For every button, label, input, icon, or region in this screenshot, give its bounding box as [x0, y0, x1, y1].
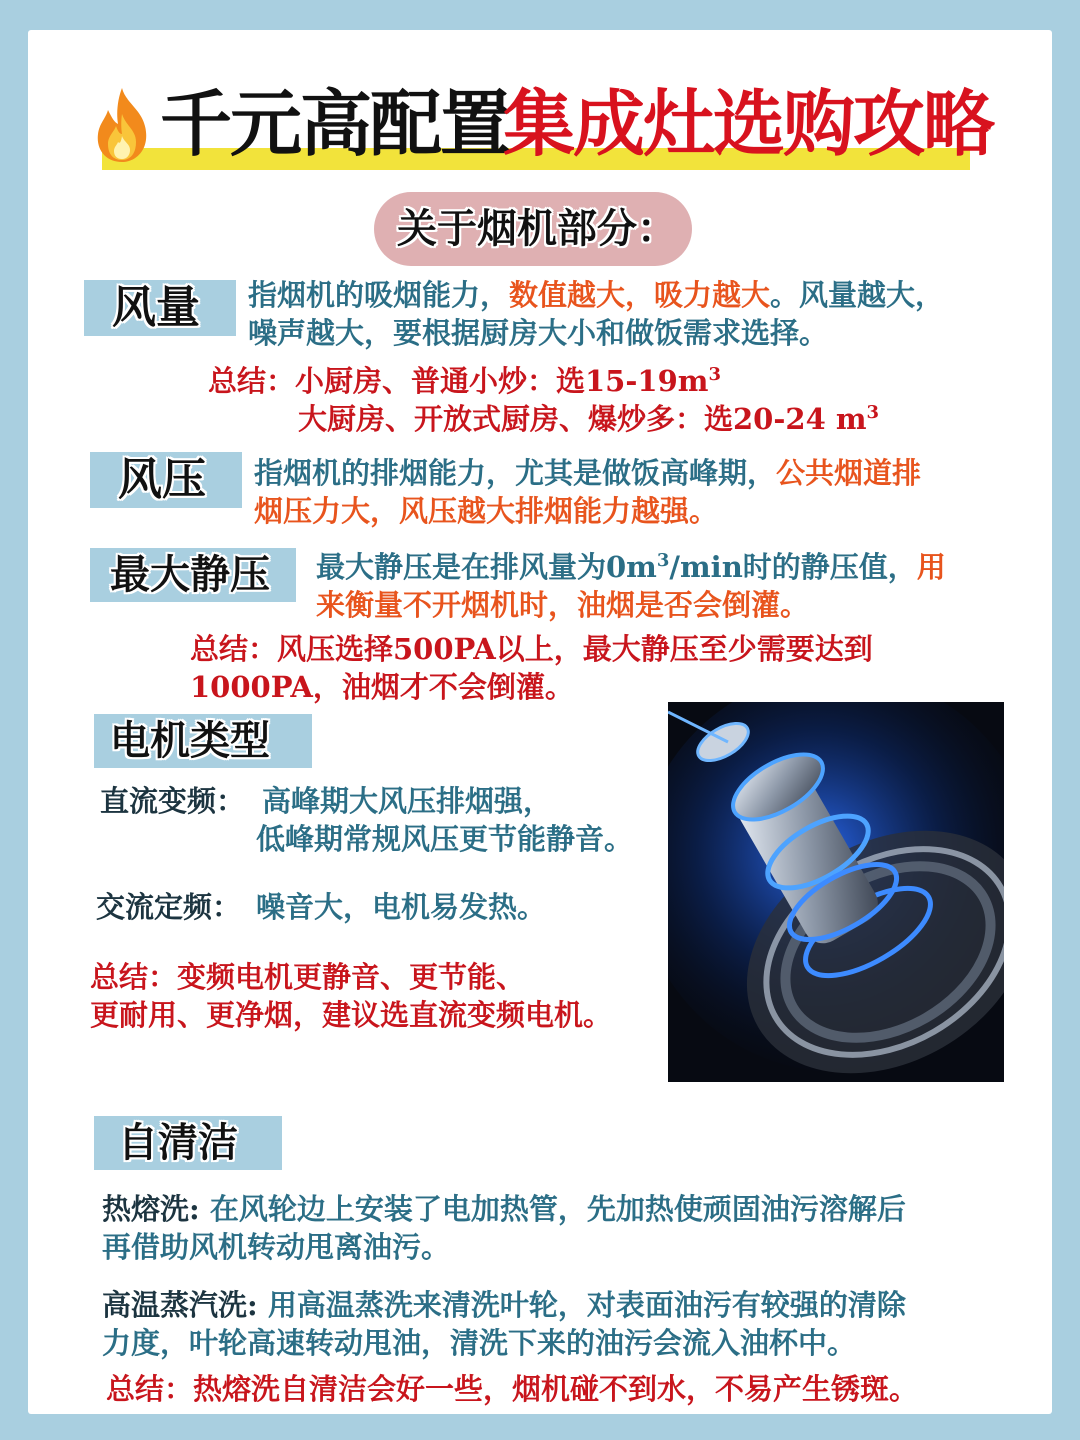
motor-dc-line1: 高峰期大风压排烟强，	[262, 784, 553, 818]
label-selfclean: 自清洁	[118, 1120, 238, 1166]
motor-summary-line1: 总结：变频电机更静音、更节能、	[90, 960, 526, 994]
selfclean-hot-line2: 再借助风机转动甩离油污。	[102, 1230, 451, 1264]
fengliang-summary-line1	[208, 362, 721, 400]
selfclean-steam-line1	[102, 1286, 906, 1324]
fengliang-desc-line1	[248, 276, 944, 314]
jingya-superscript: 3	[656, 550, 670, 571]
fengya-desc-b: 公共烟道排	[776, 456, 922, 490]
motor-summary-line2: 更耐用、更净烟，建议选直流变频电机。	[90, 998, 613, 1032]
selfclean-hot-text1: 在风轮边上安装了电加热管，先加热使顽固油污溶解后	[199, 1192, 906, 1226]
jingya-desc-line2: 来衡量不开烟机时，油烟是否会倒灌。	[316, 588, 810, 622]
unit-superscript-1: 3	[708, 364, 721, 385]
fire-icon	[86, 84, 158, 164]
jingya-desc-line1	[316, 548, 946, 586]
jingya-summary-line2: 1000PA，油烟才不会倒灌。	[190, 670, 574, 704]
fengliang-desc-b: 数值越大，吸力越大	[509, 278, 771, 312]
selfclean-hot-label: 热熔洗:	[102, 1192, 200, 1226]
label-fengliang: 风量	[112, 282, 200, 333]
selfclean-hot-line1	[102, 1190, 906, 1228]
jingya-summary-line1: 总结：风压选择500PA以上，最大静压至少需要达到	[190, 632, 873, 666]
selfclean-steam-line2: 力度，叶轮高速转动甩油，清洗下来的油污会流入油杯中。	[102, 1326, 857, 1360]
fengliang-summary-text1: 总结：小厨房、普通小炒：选15-19m	[208, 364, 709, 398]
fengya-desc-line1	[254, 454, 921, 492]
title-main: 千元高配置	[160, 82, 511, 166]
fengliang-summary-text2: 大厨房、开放式厨房、爆炒多：选20-24 m	[298, 402, 867, 436]
motor-dc-label: 直流变频：	[100, 784, 246, 818]
unit-superscript-2: 3	[866, 402, 880, 423]
selfclean-summary: 总结：热熔洗自清洁会好一些，烟机碰不到水，不易产生锈斑。	[106, 1372, 919, 1406]
fengliang-desc-line2: 噪声越大，要根据厨房大小和做饭需求选择。	[248, 316, 829, 350]
fengliang-desc-a: 指烟机的吸烟能力，	[248, 278, 510, 312]
fengya-desc-line2: 烟压力大，风压越大排烟能力越强。	[254, 494, 719, 528]
label-jingya: 最大静压	[110, 552, 270, 598]
motor-ac-text: 噪音大，电机易发热。	[256, 890, 547, 924]
label-fengya: 风压	[118, 454, 206, 505]
fengya-desc-a: 指烟机的排烟能力，尤其是做饭高峰期，	[254, 456, 777, 490]
jingya-desc-a: 最大静压是在排风量为0m	[316, 550, 657, 584]
jingya-desc-b: /min时的静压值，	[669, 550, 917, 584]
motor-ac-label: 交流定频：	[96, 890, 242, 924]
fengliang-desc-c: 。风量越大，	[770, 278, 945, 312]
label-motor: 电机类型	[110, 718, 270, 764]
selfclean-steam-label: 高温蒸汽洗:	[102, 1288, 258, 1322]
motor-illustration	[668, 702, 1004, 1082]
section-heading: 关于烟机部分：	[397, 206, 677, 252]
motor-dc-line2: 低峰期常规风压更节能静音。	[256, 822, 634, 856]
motor-image	[668, 702, 1004, 1082]
selfclean-steam-text1: 用高温蒸洗来清洗叶轮，对表面油污有较强的清除	[257, 1288, 906, 1322]
jingya-desc-c: 用	[916, 550, 946, 584]
fengliang-summary-line2	[298, 400, 879, 438]
title-highlight: 集成灶选购攻略	[503, 82, 994, 166]
